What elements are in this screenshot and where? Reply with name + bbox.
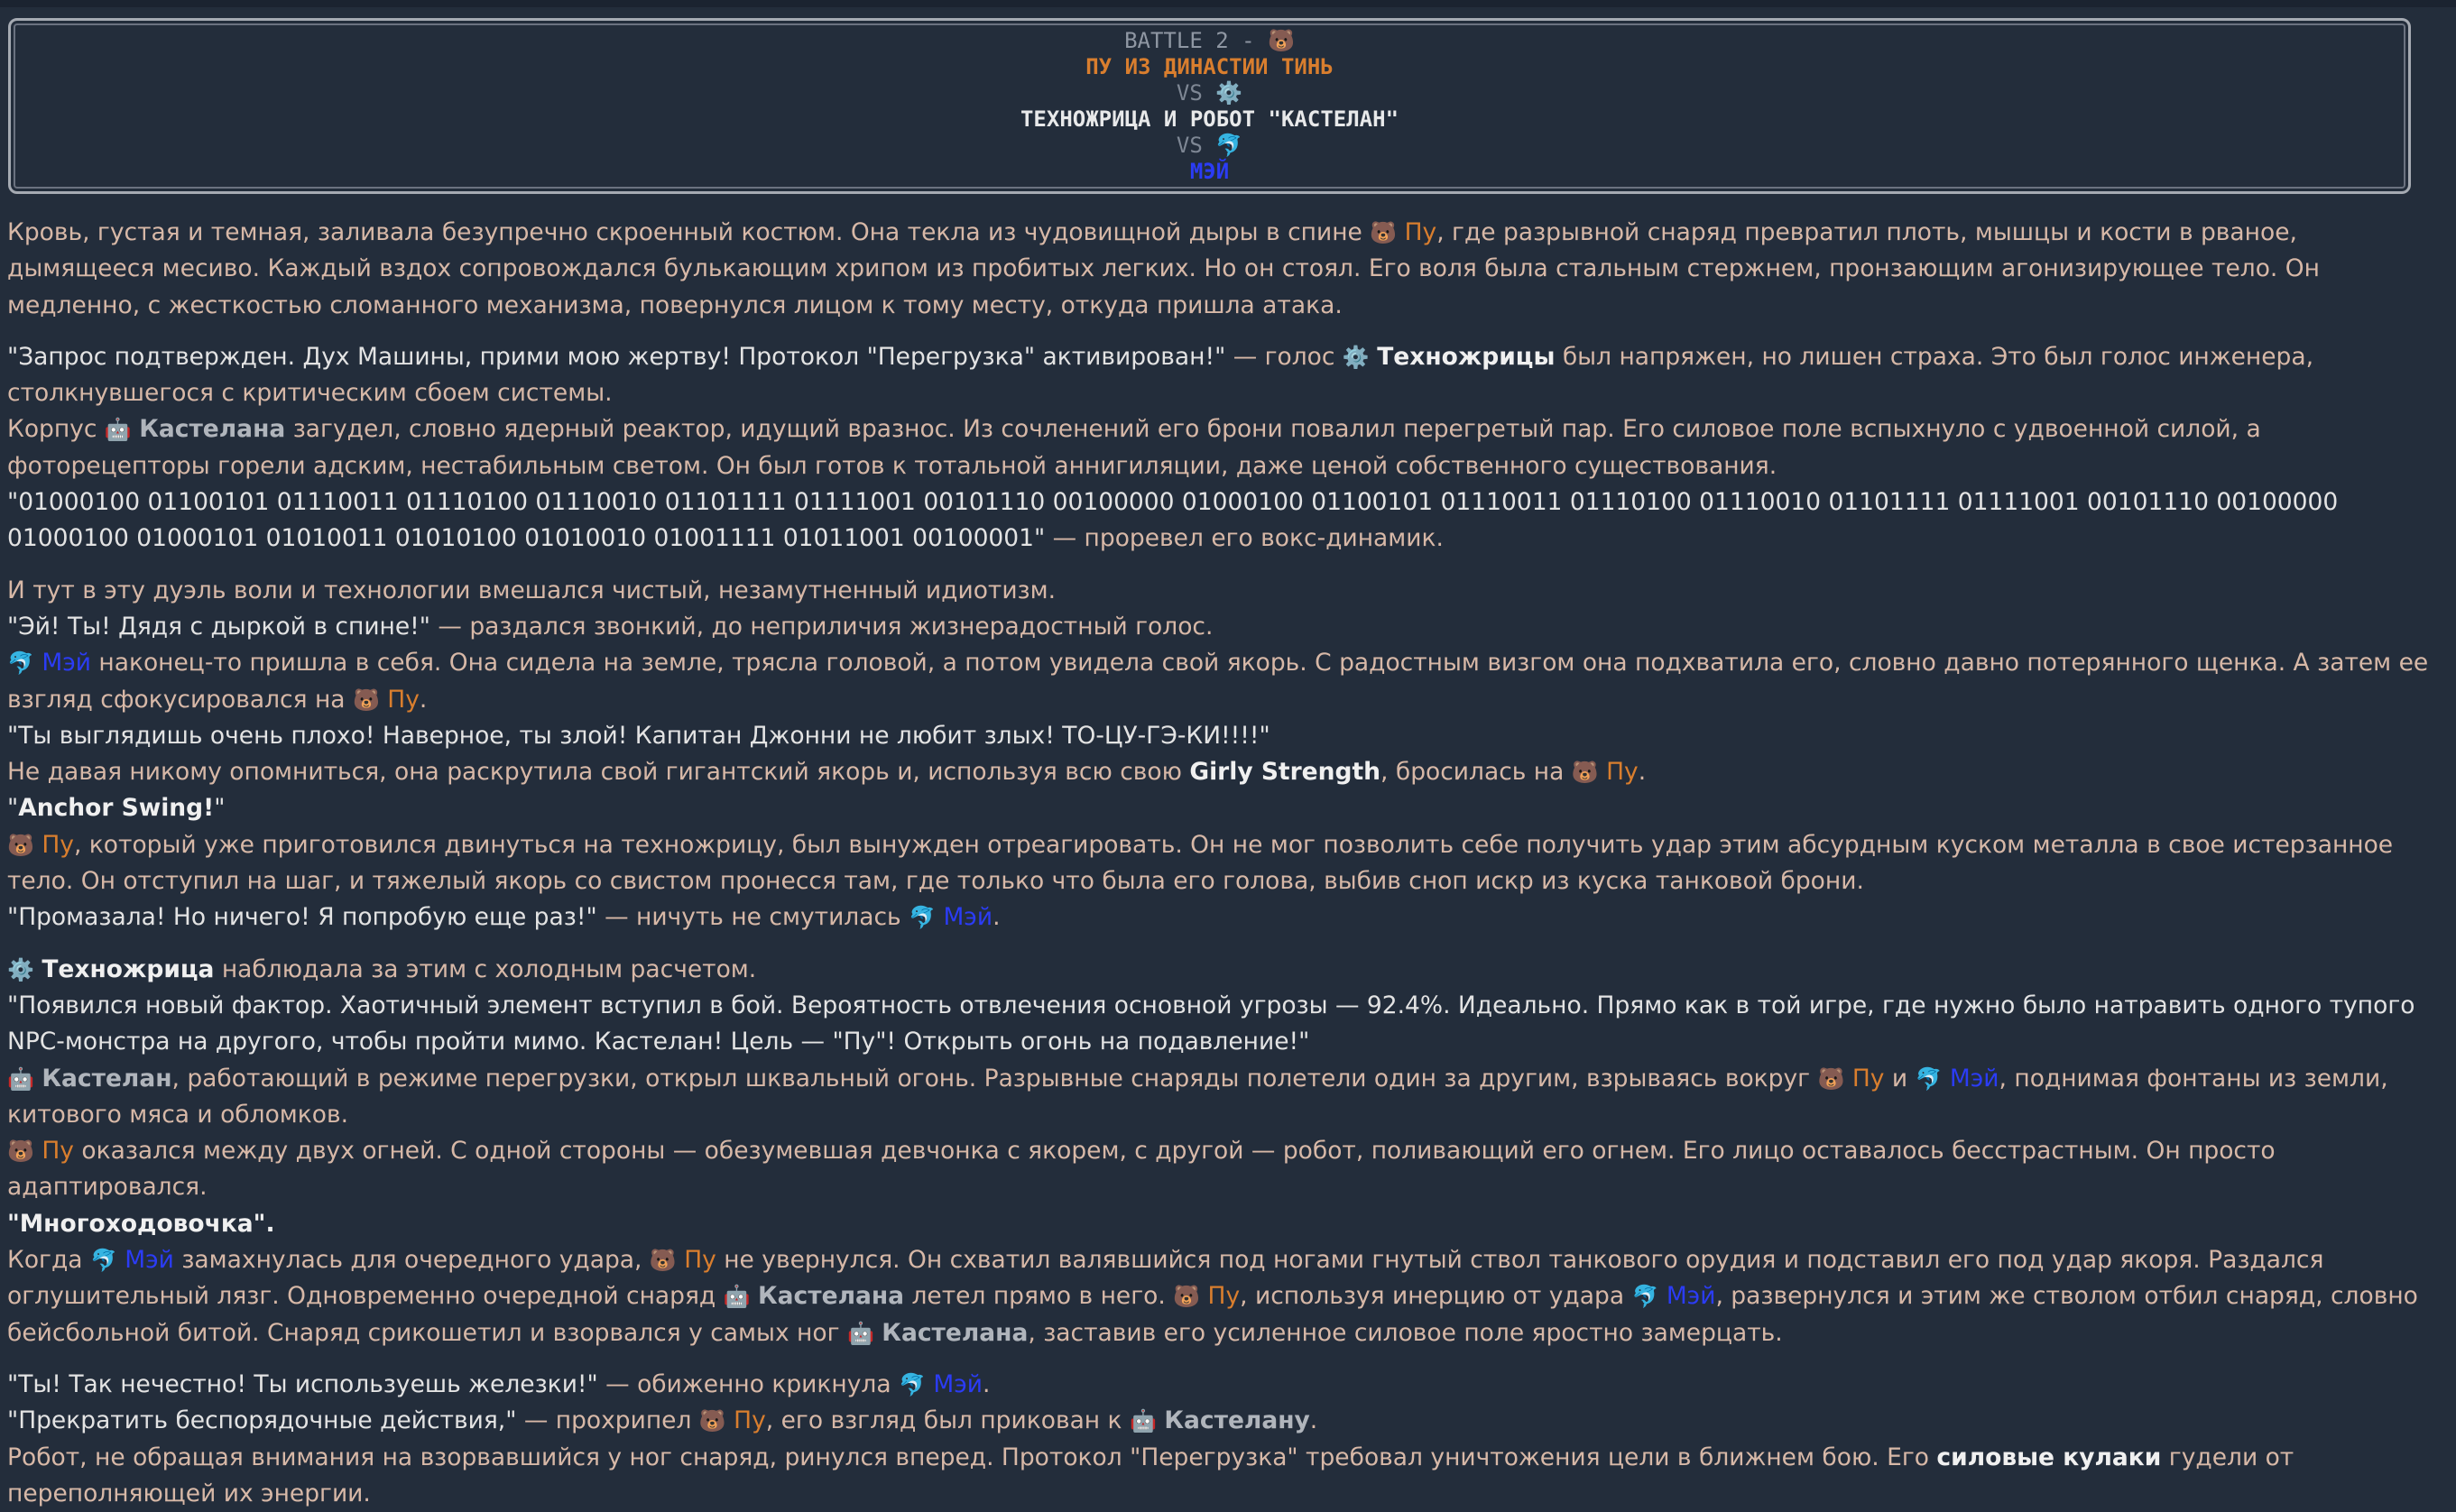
story-paragraph: Когда 🐬 Мэй замахнулась для очередного удара, 🐻 Пу не увернулся. Он схватил валявшийся под ногами гнутый ствол танкового орудия и подставил его под удар якоря. Раздался оглушительный лязг. Одновременно очередной снаряд 🤖 Кастелана летел прямо в него. 🐻 Пу, используя инерцию от удара 🐬 Мэй, развернулся и этим же стволом отбил снаряд, словно бейсбольной битой. Снаряд срикошетил и взорвался у самых ног 🤖 Кастелана, заставив его усиленное силовое поле яростно замерцать. — [7, 1242, 2443, 1351]
robot-icon: 🤖 — [1130, 1408, 1157, 1434]
name-mei: Мэй — [943, 903, 993, 931]
name-kastelan: Кастелана — [139, 415, 285, 443]
name-mei: Мэй — [933, 1370, 983, 1398]
bear-icon: 🐻 — [1173, 1284, 1200, 1309]
dolphin-icon: 🐬 — [1631, 1284, 1658, 1309]
name-kastelan: Кастелана — [758, 1282, 904, 1310]
story-paragraph: "Эй! Ты! Дядя с дыркой в спине!" — раздался звонкий, до неприличия жизнерадостный голос. — [7, 609, 2443, 645]
window-top-bar — [0, 0, 2456, 7]
name-pu: Пу — [684, 1246, 716, 1274]
story-paragraph: "Ты выглядишь очень плохо! Наверное, ты злой! Капитан Джонни не любит злых! ТО-ЦУ-ГЭ-КИ!!!!" — [7, 718, 2443, 754]
gear-icon: ⚙️ — [1343, 345, 1370, 370]
name-mei: Мэй — [1667, 1282, 1716, 1310]
robot-icon: 🤖 — [7, 1066, 34, 1092]
bear-icon: 🐻 — [353, 687, 380, 713]
story-paragraph: 🐬 Мэй наконец-то пришла в себя. Она сидела на земле, трясла головой, а потом увидела свой якорь. С радостным визгом она подхватила его, словно давно потерянного щенка. А затем ее взгляд сфокусировался на 🐻 Пу. — [7, 645, 2443, 718]
story-paragraph: 🤖 Кастелан, работающий в режиме перегрузки, открыл шквальный огонь. Разрывные снаряды полетели один за другим, взрываясь вокруг 🐻 Пу и 🐬 Мэй, поднимая фонтаны из земли, китового мяса и обломков. — [7, 1061, 2443, 1134]
story-paragraph: "Промазала! Но ничего! Я попробую еще раз!" — ничуть не смутилась 🐬 Мэй. — [7, 899, 2443, 936]
bear-icon: 🐻 — [1370, 220, 1397, 245]
battle-title: BATTLE 2 - 🐻 — [11, 28, 2408, 54]
bear-icon: 🐻 — [1818, 1066, 1845, 1092]
fighter-mei: МЭЙ — [11, 159, 2408, 185]
name-pu: Пу — [1405, 218, 1437, 246]
bear-icon: 🐻 — [7, 833, 34, 858]
story-text — [7, 215, 2443, 1512]
robot-icon: 🤖 — [724, 1284, 751, 1309]
story-paragraph: "Многоходовочка". — [7, 1206, 2443, 1242]
name-kastelan: Кастелану — [1164, 1406, 1309, 1434]
name-pu: Пу — [1208, 1282, 1241, 1310]
gear-icon: ⚙️ — [1215, 80, 1242, 106]
name-tech: Техножрица — [42, 955, 214, 983]
name-pu: Пу — [42, 1137, 74, 1165]
story-paragraph: "Anchor Swing!" — [7, 790, 2443, 826]
bear-icon: 🐻 — [1268, 28, 1295, 53]
name-pu: Пу — [1852, 1065, 1885, 1093]
story-paragraph: Не давая никому опомниться, она раскрутила свой гигантский якорь и, используя всю свою Girly Strength, бросилась на 🐻 Пу. — [7, 754, 2443, 790]
story-paragraph: Робот, не обращая внимания на взорвавшийся у ног снаряд, ринулся вперед. Протокол "Перегрузка" требовал уничтожения цели в ближнем бою. Его силовые кулаки гудели от переполняющей их энергии. — [7, 1440, 2443, 1512]
name-pu: Пу — [734, 1406, 766, 1434]
vs-label: VS 🐬 — [11, 133, 2408, 159]
name-kastelan: Кастелан — [42, 1065, 171, 1093]
name-pu: Пу — [387, 686, 420, 714]
story-paragraph: И тут в эту дуэль воли и технологии вмешался чистый, незамутненный идиотизм. — [7, 573, 2443, 609]
story-paragraph: ⚙️ Техножрица наблюдала за этим с холодным расчетом. — [7, 952, 2443, 988]
dolphin-icon: 🐬 — [1916, 1066, 1943, 1092]
vs-label: VS ⚙️ — [11, 80, 2408, 106]
fighter-tech: ТЕХНОЖРИЦА И РОБОТ "КАСТЕЛАН" — [11, 106, 2408, 133]
name-mei: Мэй — [125, 1246, 174, 1274]
fighter-pu: ПУ ИЗ ДИНАСТИИ ТИНЬ — [11, 54, 2408, 80]
story-paragraph: "Прекратить беспорядочные действия," — прохрипел 🐻 Пу, его взгляд был прикован к 🤖 Кастелану. — [7, 1403, 2443, 1439]
story-paragraph: Корпус 🤖 Кастелана загудел, словно ядерный реактор, идущий вразнос. Из сочленений его брони повалил перегретый пар. Его силовое поле вспыхнуло с удвоенной силой, а фоторецепторы горели адским, нестабильным светом. Он был готов к тотальной аннигиляции, даже ценой собственного существования. — [7, 411, 2443, 484]
story-paragraph: "Появился новый фактор. Хаотичный элемент вступил в бой. Вероятность отвлечения основной угрозы — 92.4%. Идеально. Прямо как в той игре, где нужно было натравить одного тупого NPC-монстра на другого, чтобы пройти мимо. Кастелан! Цель — "Пу"! Открыть огонь на подавление!" — [7, 988, 2443, 1061]
name-pu: Пу — [42, 831, 74, 859]
story-paragraph: "Ты! Так нечестно! Ты используешь железки!" — обиженно крикнула 🐬 Мэй. — [7, 1367, 2443, 1403]
battle-header — [8, 18, 2411, 194]
name-kastelan: Кастелана — [882, 1319, 1028, 1347]
dolphin-icon: 🐬 — [909, 905, 936, 930]
robot-icon: 🤖 — [105, 417, 132, 442]
bear-icon: 🐻 — [650, 1248, 677, 1273]
bear-icon: 🐻 — [1572, 760, 1599, 785]
dolphin-icon: 🐬 — [90, 1248, 117, 1273]
dolphin-icon: 🐬 — [7, 650, 34, 676]
dolphin-icon: 🐬 — [899, 1372, 926, 1397]
story-paragraph: "Запрос подтвержден. Дух Машины, прими мою жертву! Протокол "Перегрузка" активирован!" — голос ⚙️ Техножрицы был напряжен, но лишен страха. Это был голос инженера, столкнувшегося с критическим сбоем системы. — [7, 339, 2443, 412]
bear-icon: 🐻 — [7, 1139, 34, 1164]
name-mei: Мэй — [42, 649, 91, 677]
robot-icon: 🤖 — [847, 1321, 874, 1346]
story-paragraph: "01000100 01100101 01110011 01110100 01110010 01101111 01111001 00101110 00100000 01000100 01100101 01110011 01110100 01110010 01101111 01111001 00101110 00100000 01000100 01000101 01010011 01010100 01010010 01001111 01011001 00100001" — проревел его вокс-динамик. — [7, 484, 2443, 558]
story-paragraph: 🐻 Пу оказался между двух огней. С одной стороны — обезумевшая девчонка с якорем, с другой — робот, поливающий его огнем. Его лицо оставалось бесстрастным. Он просто адаптировался. — [7, 1133, 2443, 1206]
name-tech: Техножрицы — [1377, 343, 1555, 371]
story-paragraph: Кровь, густая и темная, заливала безупречно скроенный костюм. Она текла из чудовищной дыры в спине 🐻 Пу, где разрывной снаряд превратил плоть, мышцы и кости в рваное, дымящееся месиво. Каждый вздох сопровождался булькающим хрипом из пробитых легких. Но он стоял. Его воля была стальным стержнем, пронзающим агонизирующее тело. Он медленно, с жесткостью сломанного механизма, повернулся лицом к тому месту, откуда пришла атака. — [7, 215, 2443, 324]
name-mei: Мэй — [1950, 1065, 1999, 1093]
dolphin-icon: 🐬 — [1215, 133, 1242, 158]
story-paragraph: 🐻 Пу, который уже приготовился двинуться на техножрицу, был вынужден отреагировать. Он не мог позволить себе получить удар этим абсурдным куском металла в свое истерзанное тело. Он отступил на шаг, и тяжелый якорь со свистом пронесся там, где только что была его голова, выбив сноп искр из куска танковой брони. — [7, 827, 2443, 900]
gear-icon: ⚙️ — [7, 957, 34, 982]
bear-icon: 🐻 — [699, 1408, 726, 1434]
name-pu: Пу — [1606, 758, 1639, 786]
